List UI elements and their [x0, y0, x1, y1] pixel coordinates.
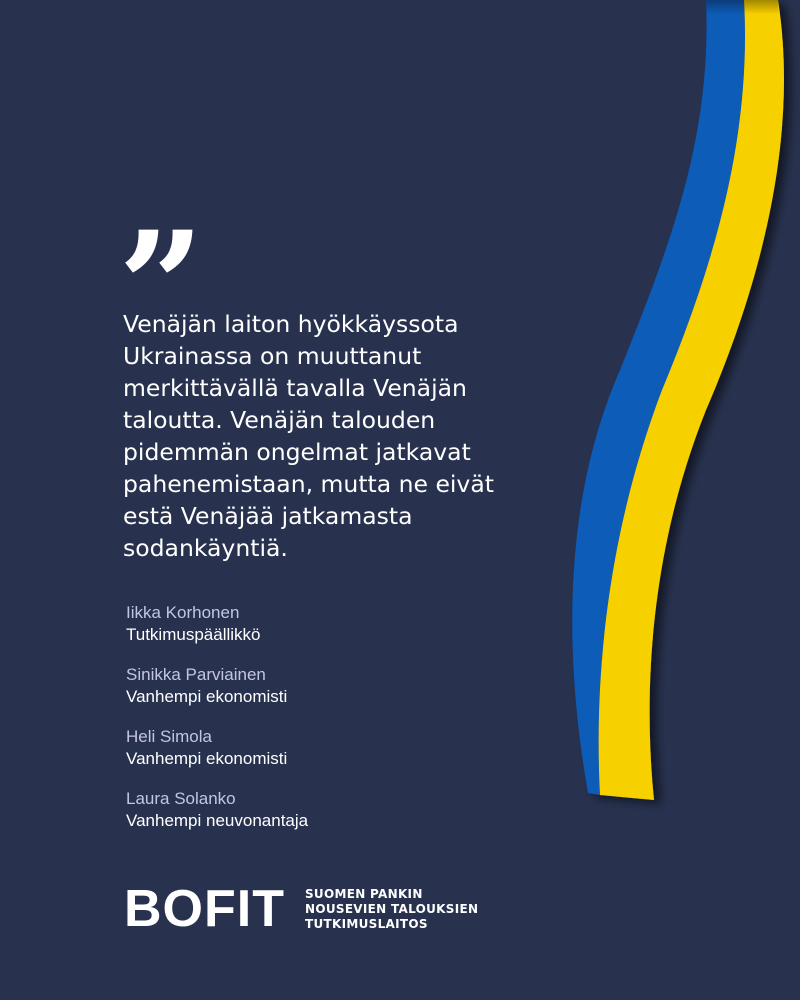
bofit-brand [124, 880, 479, 938]
quotation-mark-icon: ” [118, 199, 191, 375]
ribbon-blue-stripe [572, 0, 745, 795]
author-entry [126, 788, 506, 850]
brand-tagline-line: SUOMEN PANKIN [304, 886, 423, 901]
author-name: Heli Simola [126, 727, 212, 746]
author-list [126, 602, 506, 850]
brand-tagline-line: TUTKIMUSLAITOS [304, 916, 428, 931]
author-title: Tutkimuspäällikkö [126, 625, 261, 644]
quote-text: Venäjän laiton hyökkäyssota Ukrainassa on muuttanut merkittävällä tavalla Venäjän taloutta. Venäjän talouden pidemmän ongelmat jatkavat pahenemistaan, mutta ne eivät estä Venäjää jatkamasta sodankäyntiä. [123, 310, 494, 562]
author-entry [126, 726, 506, 788]
author-name: Sinikka Parviainen [126, 665, 266, 684]
author-title: Vanhempi ekonomisti [126, 687, 288, 706]
author-name: Iikka Korhonen [126, 603, 240, 622]
author-entry [126, 602, 506, 664]
bofit-logo: BOFIT [124, 880, 285, 938]
author-name: Laura Solanko [126, 789, 236, 808]
author-title: Vanhempi neuvonantaja [126, 811, 309, 830]
brand-tagline-line: NOUSEVIEN TALOUKSIEN [304, 901, 479, 916]
brand-tagline [305, 887, 478, 932]
author-title: Vanhempi ekonomisti [126, 749, 288, 768]
author-entry [126, 664, 506, 726]
